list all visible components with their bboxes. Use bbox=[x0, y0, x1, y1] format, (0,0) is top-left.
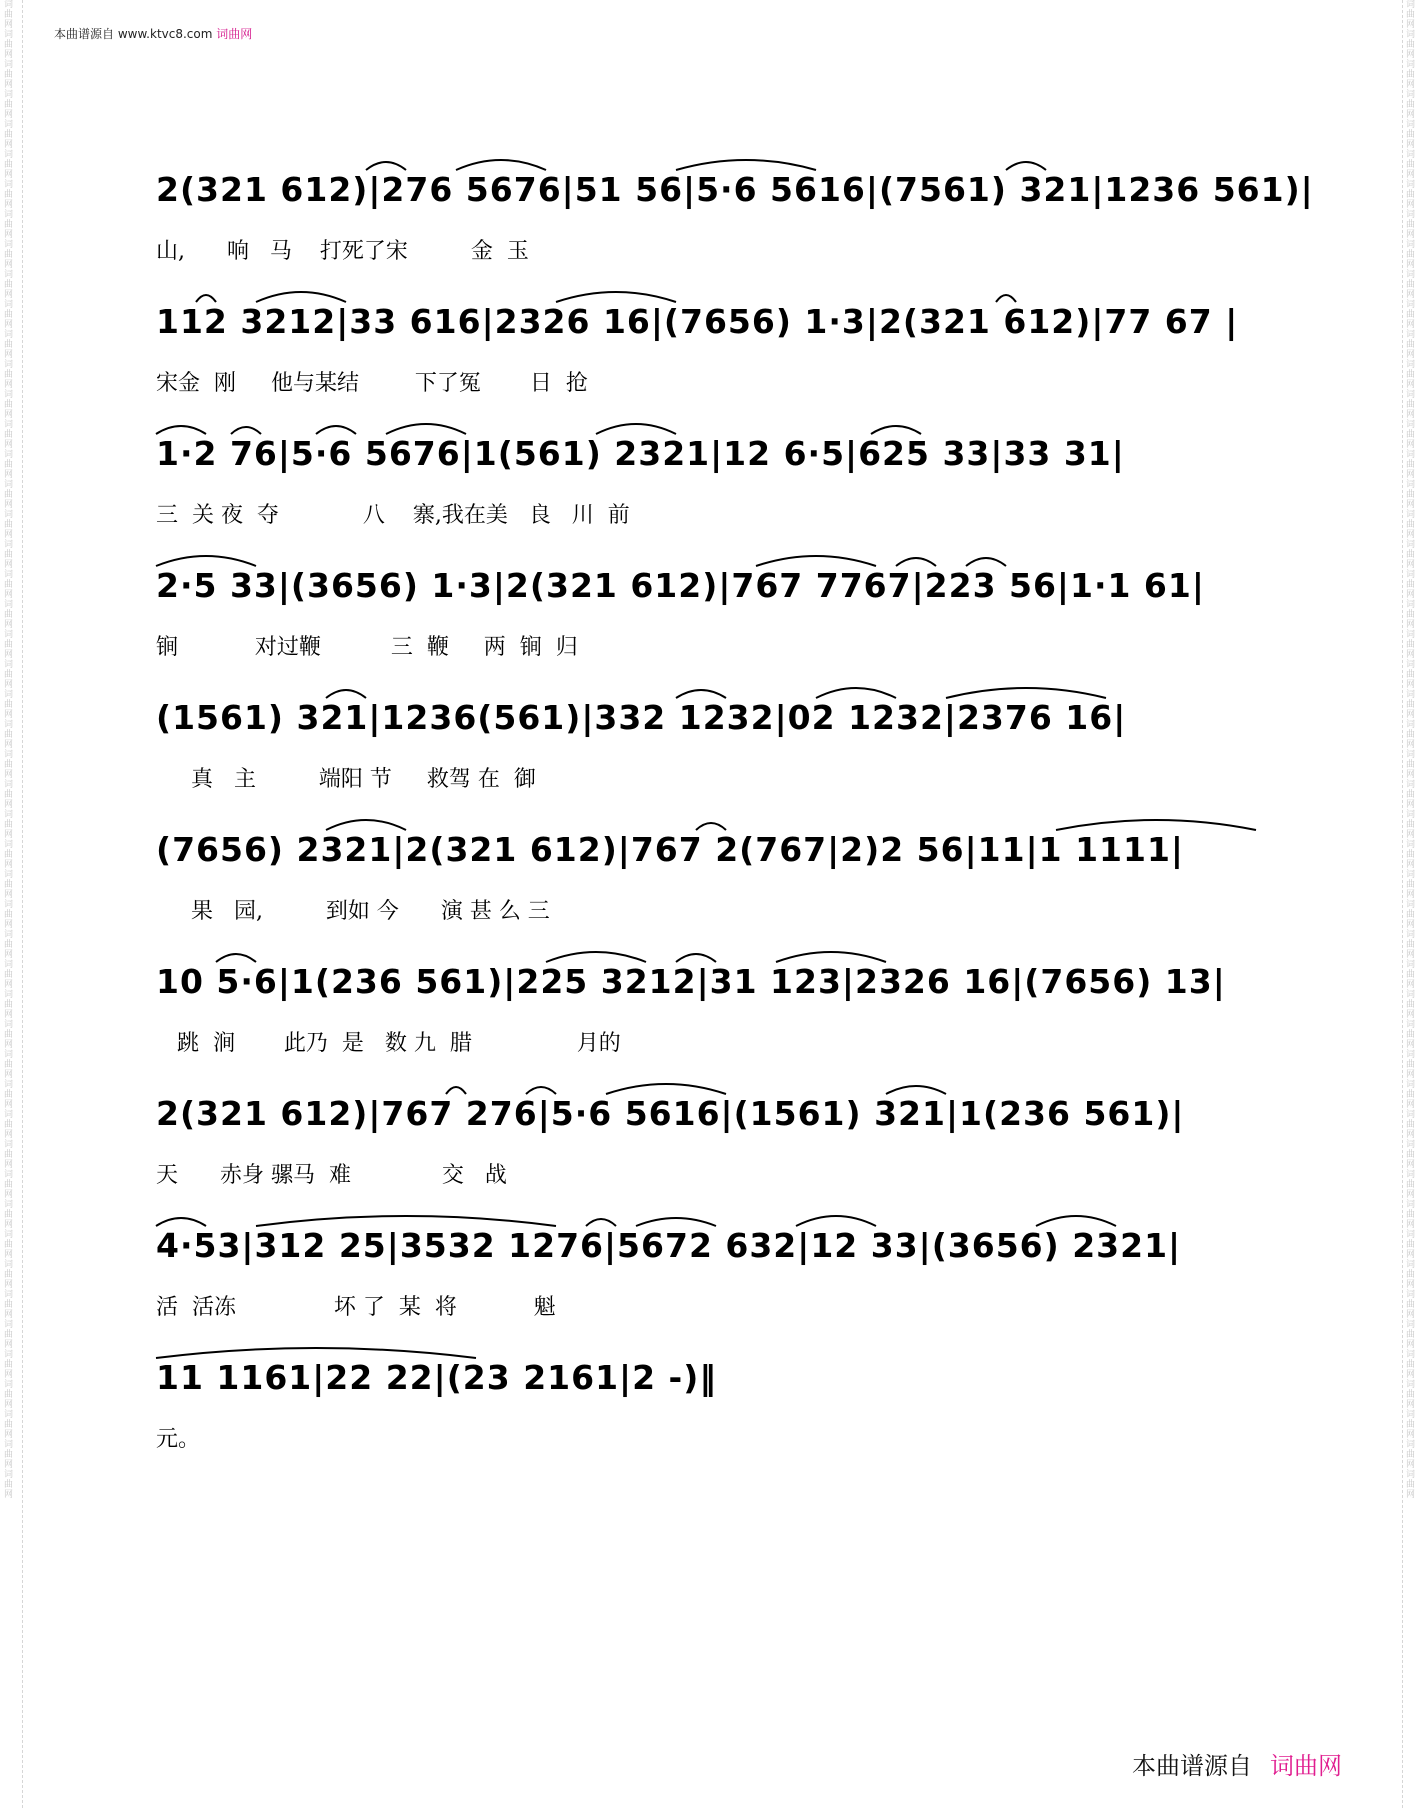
source-header bbox=[54, 25, 252, 42]
lyrics: 山, 响 马 打死了宋 金 玉 bbox=[156, 239, 529, 264]
lyrics: 锏 对过鞭 三 鞭 两 锏 归 bbox=[156, 635, 578, 660]
source-footer bbox=[1132, 1746, 1342, 1781]
lyrics: 跳 涧 此乃 是 数 九 腊 月的 bbox=[156, 1031, 621, 1056]
score-line bbox=[156, 678, 1270, 810]
footer-site[interactable]: 词曲网 bbox=[1270, 1752, 1342, 1780]
side-watermark-left: 词曲网词曲网词曲网词曲网词曲网词曲网词曲网词曲网词曲网词曲网词曲网词曲网词曲网词曲网词曲网词曲网词曲网词曲网词曲网词曲网词曲网词曲网词曲网词曲网词曲网词曲网词曲网词曲网词曲网词曲网词曲网词曲网词曲网词曲网词曲网词曲网词曲网词曲网词曲网词曲网词曲网词曲网词曲网词曲网词曲网词曲网词曲网词曲网词曲网词曲网 bbox=[4, 0, 14, 1500]
notes: (7656) 2321|2(321 612)|767 2(767|2)2 56|11|1 1111| bbox=[156, 830, 1184, 869]
score-line bbox=[156, 1338, 1270, 1470]
notes: 2·5 33|(3656) 1·3|2(321 612)|767 7767|223 56|1·1 61| bbox=[156, 566, 1205, 605]
notes: 2(321 612)|276 5676|51 56|5·6 5616|(7561) 321|1236 561)| bbox=[156, 170, 1314, 209]
score-line bbox=[156, 942, 1270, 1074]
lyrics: 真 主 端阳 节 救驾 在 御 bbox=[156, 767, 536, 792]
notes: 11 1161|22 22|(23 2161|2 -)‖ bbox=[156, 1358, 717, 1397]
notes: 4·53|312 25|3532 1276|5672 632|12 33|(3656) 2321| bbox=[156, 1226, 1182, 1265]
header-url[interactable]: www.ktvc8.com bbox=[117, 27, 213, 41]
lyrics: 元。 bbox=[156, 1427, 201, 1452]
score-line bbox=[156, 1074, 1270, 1206]
side-watermark-right: 词曲网词曲网词曲网词曲网词曲网词曲网词曲网词曲网词曲网词曲网词曲网词曲网词曲网词曲网词曲网词曲网词曲网词曲网词曲网词曲网词曲网词曲网词曲网词曲网词曲网词曲网词曲网词曲网词曲网词曲网词曲网词曲网词曲网词曲网词曲网词曲网词曲网词曲网词曲网词曲网词曲网词曲网词曲网词曲网词曲网词曲网词曲网词曲网词曲网词曲网 bbox=[1406, 0, 1416, 1500]
score-line bbox=[156, 282, 1270, 414]
lyrics: 天 赤身 骡马 难 交 战 bbox=[156, 1163, 507, 1188]
lyrics: 三 关 夜 夺 八 寨,我在美 良 川 前 bbox=[156, 503, 630, 528]
notes: 1·2 76|5·6 5676|1(561) 2321|12 6·5|625 33|33 31| bbox=[156, 434, 1125, 473]
left-margin-line bbox=[22, 0, 23, 1808]
header-site[interactable]: 词曲网 bbox=[216, 27, 253, 41]
score-line bbox=[156, 1206, 1270, 1338]
score-line bbox=[156, 546, 1270, 678]
score bbox=[156, 150, 1314, 1470]
lyrics: 活 活冻 坏 了 某 将 魁 bbox=[156, 1295, 556, 1320]
lyrics: 宋金 刚 他与某结 下了冤 日 抢 bbox=[156, 371, 588, 396]
notes: 10 5·6|1(236 561)|225 3212|31 123|2326 16|(7656) 13| bbox=[156, 962, 1226, 1001]
score-line bbox=[156, 414, 1270, 546]
notes: (1561) 321|1236(561)|332 1232|02 1232|2376 16| bbox=[156, 698, 1127, 737]
score-line bbox=[156, 150, 1314, 282]
notes: 112 3212|33 616|2326 16|(7656) 1·3|2(321 612)|77 67 | bbox=[156, 302, 1239, 341]
score-line bbox=[156, 810, 1270, 942]
lyrics: 果 园, 到如 今 演 甚 么 三 bbox=[156, 899, 550, 924]
footer-prefix: 本曲谱源自 bbox=[1132, 1752, 1252, 1780]
header-prefix: 本曲谱源自 bbox=[54, 27, 115, 41]
notes: 2(321 612)|767 276|5·6 5616|(1561) 321|1(236 561)| bbox=[156, 1094, 1185, 1133]
right-margin-line bbox=[1402, 0, 1403, 1808]
